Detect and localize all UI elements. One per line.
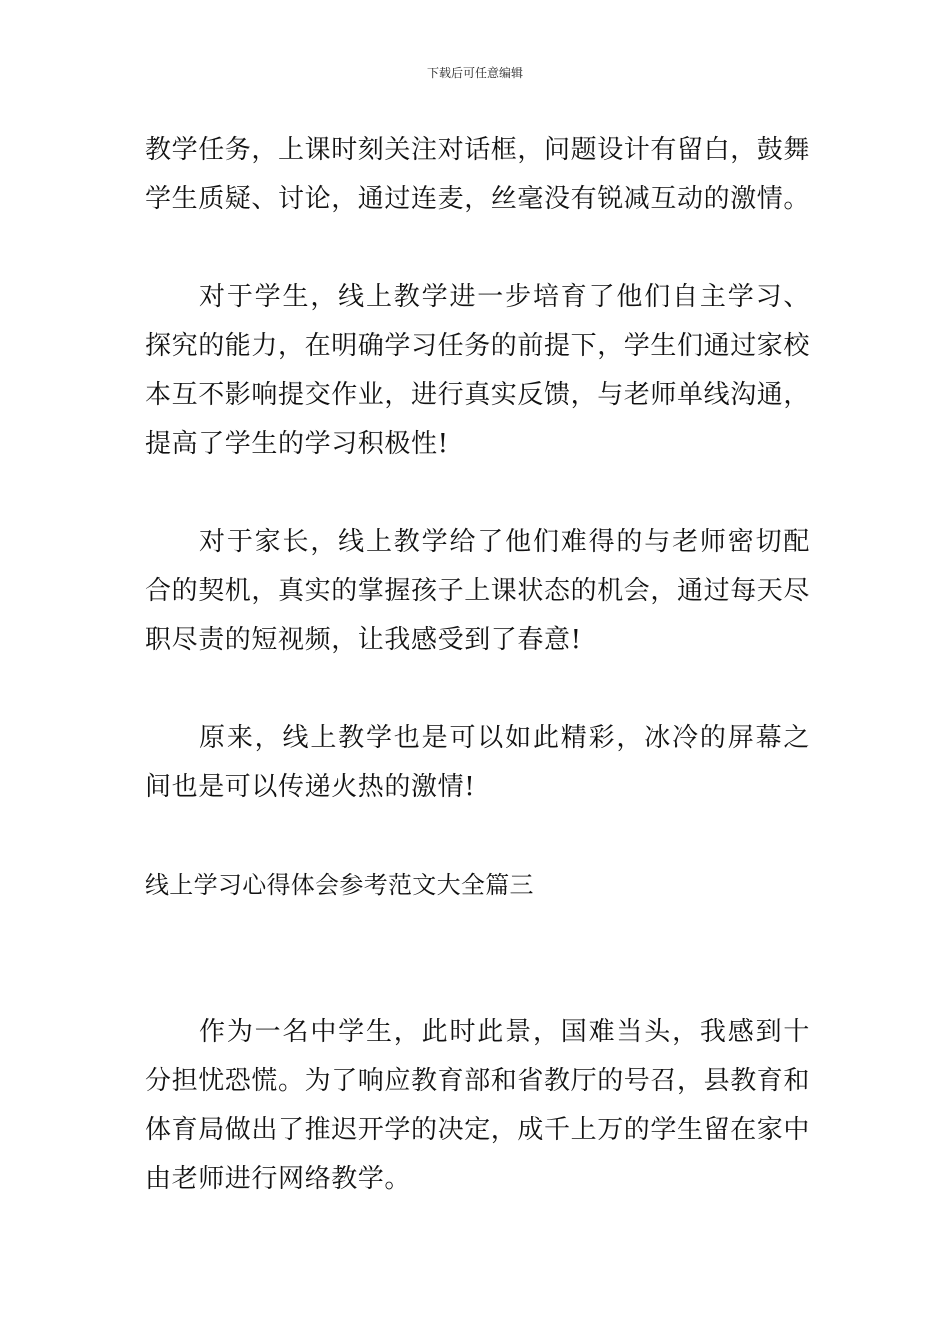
page-header-note: 下载后可任意编辑 [426,66,523,80]
paragraph-students: 对于学生，线上教学进一步培育了他们自主学习、探究的能力，在明确学习任务的前提下，学生们通过家校本互不影响提交作业，进行真实反馈，与老师单线沟通，提高了学生的学习积极性! [145,282,811,459]
paragraph-section-intro: 作为一名中学生，此时此景，国难当头，我感到十分担忧恐慌。为了响应教育部和省教厅的号召，县教育和体育局做出了推迟开学的决定，成千上万的学生留在家中由老师进行网络教学。 [145,1017,811,1194]
section-spacer [145,910,810,1008]
document-body [145,126,810,1204]
section-heading: 线上学习心得体会参考范文大全篇三 [145,871,534,899]
paragraph-conclusion: 原来，线上教学也是可以如此精彩，冰冷的屏幕之间也是可以传递火热的激情! [145,723,810,802]
paragraph-spacer [145,469,810,518]
paragraph-continuation: 教学任务，上课时刻关注对话框，问题设计有留白，鼓舞学生质疑、讨论，通过连麦，丝毫没有锐减互动的激情。 [145,135,811,214]
paragraph-parents: 对于家长，线上教学给了他们难得的与老师密切配合的契机，真实的掌握孩子上课状态的机会，通过每天尽职尽责的短视频，让我感受到了春意! [145,527,811,655]
paragraph-spacer [145,665,810,714]
paragraph-spacer [145,224,810,273]
paragraph-spacer [145,812,810,861]
